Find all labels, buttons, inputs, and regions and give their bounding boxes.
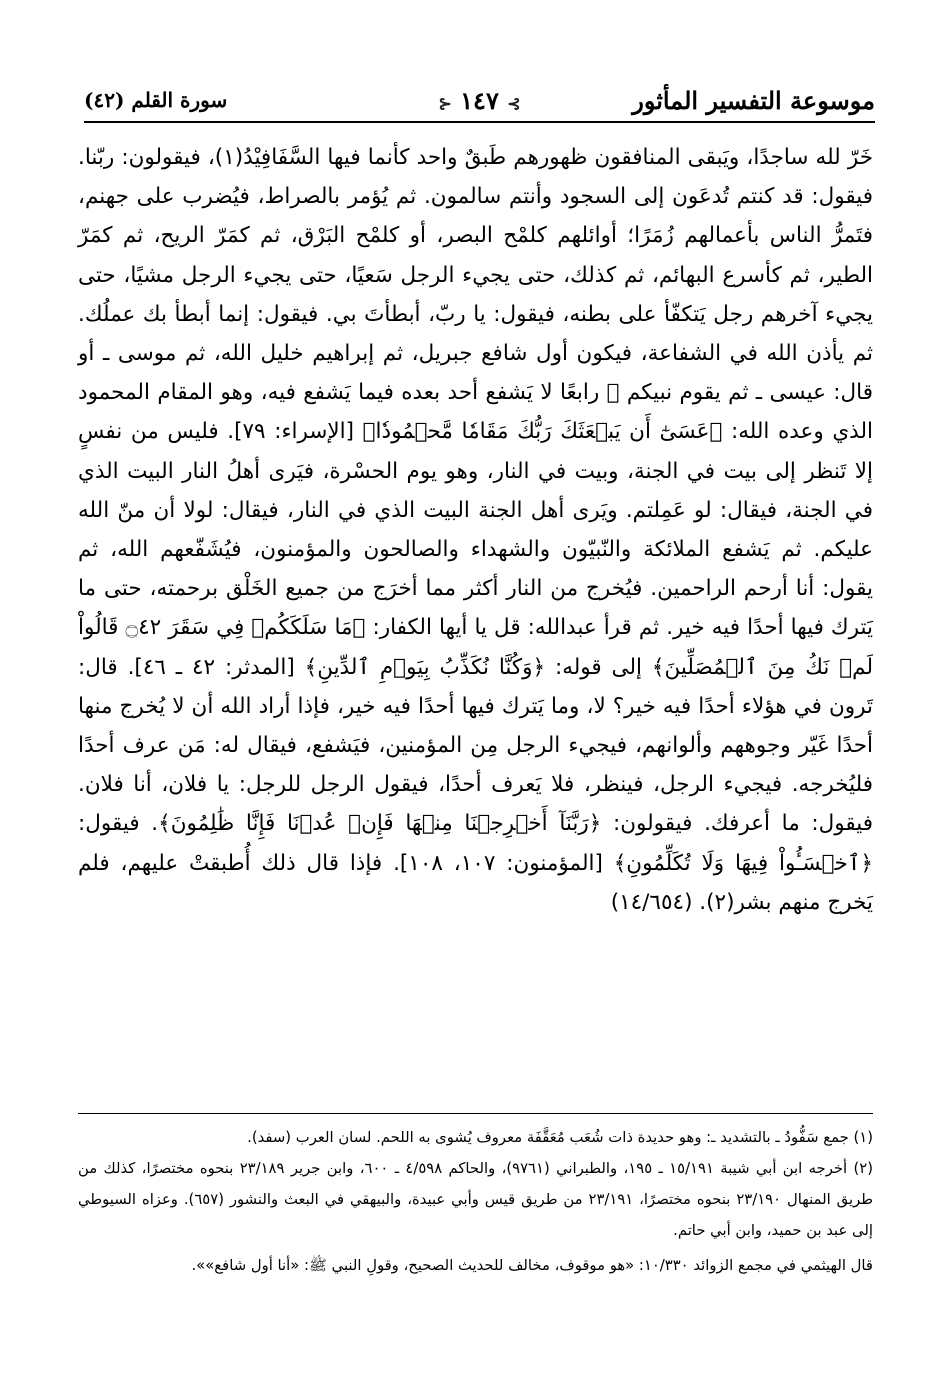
body-paragraph: خَرّ لله ساجدًا، ويَبقى المنافقون ظهورهم طَبقٌ واحد كأنما فيها السَّفَافِيْدُ(١)، فيقولون: ربّنا. فيقول: قد كنتم تُدعَون إلى السجود وأنتم سالمون. ثم يُؤمر بالصراط، فيُضرب على جهنم، فتَمرُّ الناس بأعمالهم زُمَرًا؛ أوائلهم كلمْح البصر، أو كلمْح البَرْق، ثم كمَرّ الريح، ثم كمَرّ الطير، ثم كأسرع البهائم، ثم كذلك، حتى يجيء الرجل سَعيًا، حتى يجيء الرجل مشيًا، حتى يجيء آخرهم رجل يَتكفّأ على بطنه، فيقول: يا ربّ، أبطأتَ بي. فيقول: إنما أبطأ بك عملُك. ثم يأذن الله في الشفاعة، فيكون أول شافع جبريل، ثم إبراهيم خليل الله، ثم موسى ـ أو قال: عيسى ـ ثم يقوم نبيكم ﷺ رابعًا لا يَشفع أحد بعده فيما يَشفع فيه، وهو المقام المحمود الذي وعده الله: ﴿عَسَىٰٓ أَن يَبۡعَثَكَ رَبُّكَ مَقَامٗا مَّحۡمُودٗا﴾ [الإسراء: ٧٩]. فليس من نفسٍ إلا تَنظر إلى بيت في الجنة، وبيت في النار، وهو يوم الحسْرة، فيَرى أهلُ النار البيت الذي في الجنة، فيقال: لو عَمِلتم. ويَرى أهل الجنة البيت الذي في النار، فيقال: لولا أن منّ الله عليكم. ثم يَشفع الملائكة والنّبيّون والشهداء والصالحون والمؤمنون، فيُشَفّعهم الله، ثم يقول: أنا أرحم الراحمين. فيُخرج من النار أكثر مما أخرَج من جميع الخَلْق برحمته، حتى ما يَترك فيها أحدًا فيه خير. ثم قرأ عبدالله: قل يا أيها الكفار: ﴿مَا سَلَكَكُمۡ فِي سَقَرَ ۝٤٢ قَالُواْ لَمۡ نَكُ مِنَ ٱلۡمُصَلِّينَ﴾ إلى قوله: ﴿وَكُنَّا نُكَذِّبُ بِيَوۡمِ ٱلدِّينِ﴾ [المدثر: ٤٢ ـ ٤٦]. قال: تَرون في هؤلاء أحدًا فيه خير؟ لا، وما يَترك فيها أحدًا فيه خير، فإذا أراد الله أن لا يُخرج منها أحدًا غَيّر وجوههم وألوانهم، فيجيء الرجل مِن المؤمنين، فيَشفع، فيقال له: مَن عرف أحدًا فليُخرجه. فيجيء الرجل، فينظر، فلا يَعرف أحدًا، فيقول الرجل للرجل: يا فلان، أنا فلان. فيقول: ما أعرفك. فيقولون: ﴿رَبَّنَآ أَخۡرِجۡنَا مِنۡهَا فَإِنۡ عُدۡنَا فَإِنَّا ظَٰلِمُونَ﴾. فيقول: ﴿ٱخۡسَـُٔواْ فِيهَا وَلَا تُكَلِّمُونِ﴾ [المؤمنون: ١٠٧، ١٠٨]. فإذا قال ذلك أُطبقتْ عليهم، فلم يَخرج منهم بشر(٢). (١٤/٦٥٤): [78, 145, 873, 915]
header-divider: [84, 121, 875, 123]
footnote-2-note: قال الهيثمي في مجمع الزوائد ١٠/٣٣٠: «هو موقوف، مخالف للحديث الصحيح، وقولِ النبي ﷺ: «أنا أول شافع»».: [191, 1257, 873, 1274]
book-title: موسوعة التفسير المأثور: [632, 86, 875, 115]
footnotes: [78, 1122, 873, 1281]
footnote-1: (١) جمع سَفُّودُ ـ بالتشديد ـ: وهو حديدة ذات شُعَب مُعَقَّفَة معروف يُشوى به اللحم. لسان العرب (سفد).: [247, 1129, 873, 1146]
ornament-icon: ⊱: [507, 94, 521, 113]
surah-label: سورة القلم (٤٢): [84, 88, 228, 112]
page-header: [84, 84, 875, 124]
footnote-divider: [78, 1113, 873, 1114]
page-number: ١٤٧: [460, 86, 499, 115]
footnote-2: (٢) أخرجه ابن أبي شيبة ١٥/١٩١ ـ ١٩٥، والطبراني (٩٧٦١)، والحاكم ٤/٥٩٨ ـ ٦٠٠، وابن جرير ٢٣/١٨٩ بنحوه مختصرًا، كذلك من طريق المنهال ٢٣/١٩٠ بنحوه مختصرًا، ٢٣/١٩١ من طريق قيس وأبي عبيدة، والبيهقي في البعث والنشور (٦٥٧). وعزاه السيوطي إلى عبد بن حميد، وابن أبي حاتم.: [78, 1160, 874, 1239]
page-number-block: [438, 86, 520, 115]
ornament-icon: ⊰: [438, 94, 452, 113]
main-text: [78, 138, 873, 922]
